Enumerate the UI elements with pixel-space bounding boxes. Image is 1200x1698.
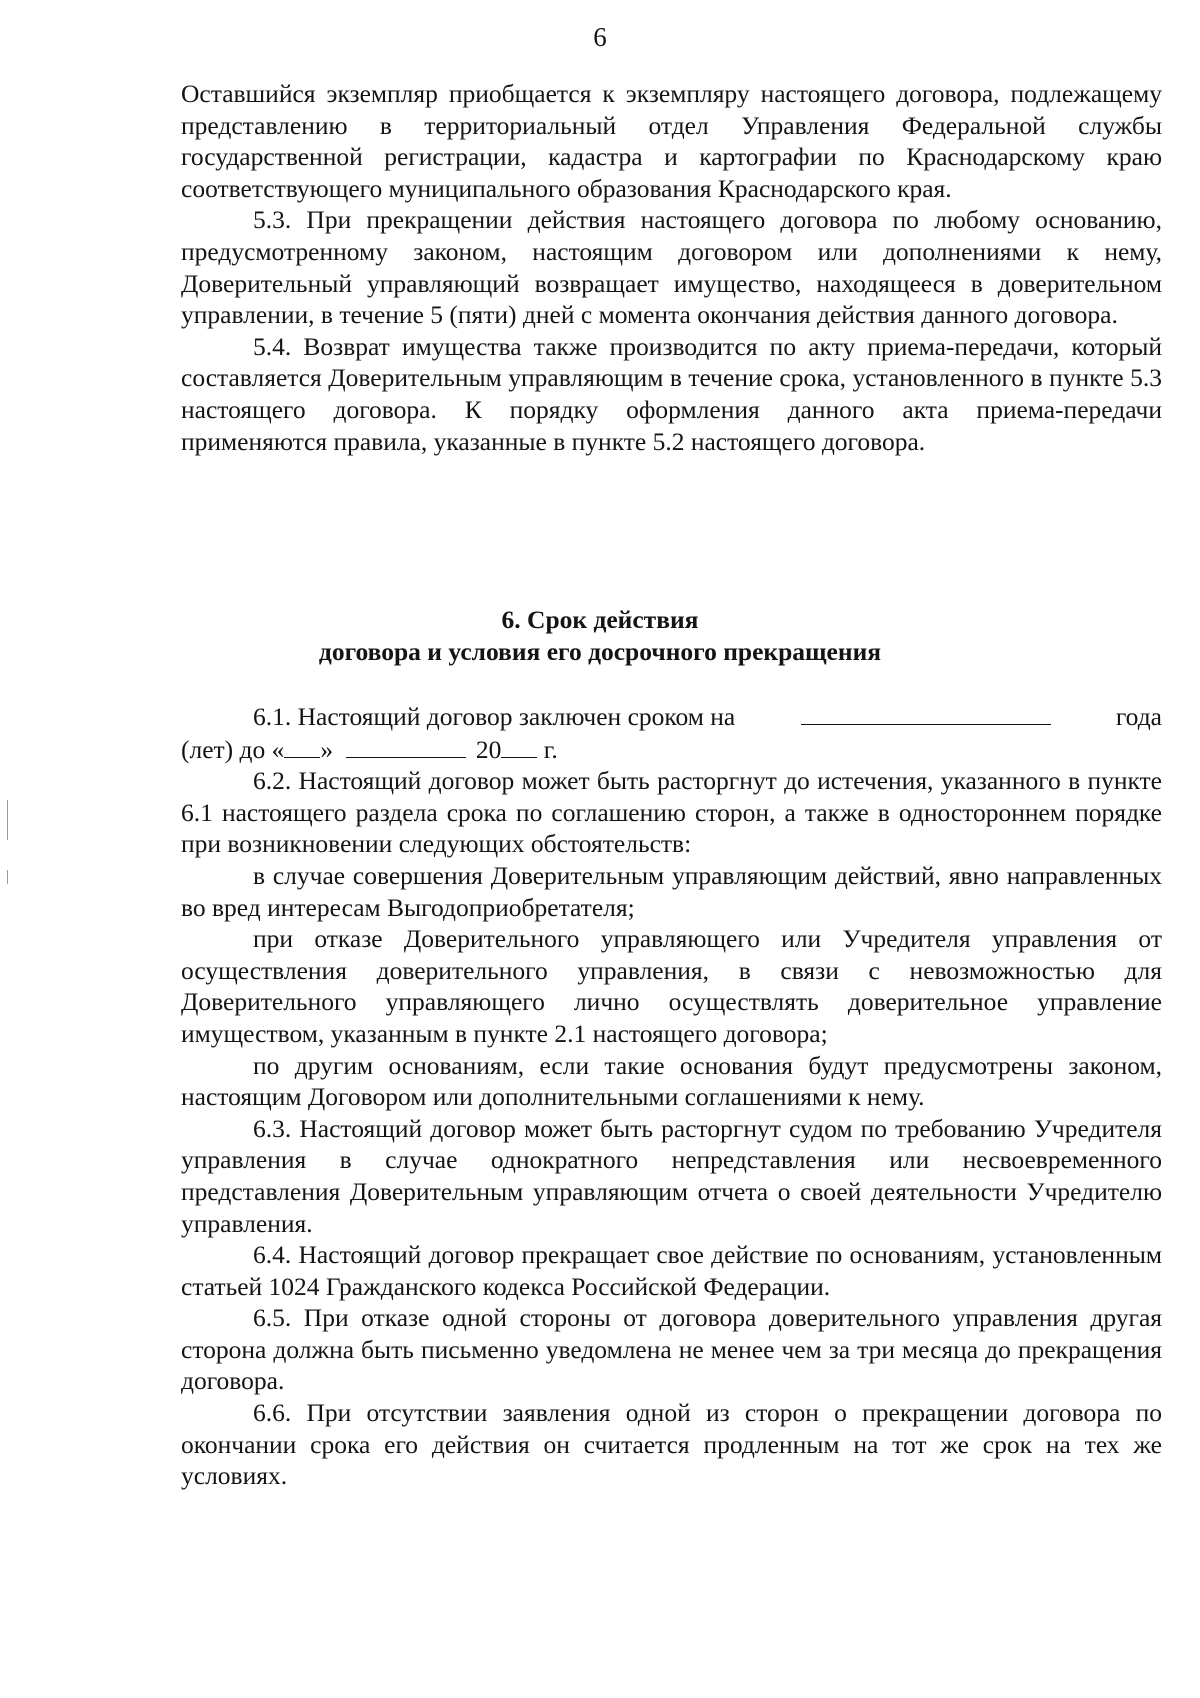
clause-6-1-years: года — [1115, 702, 1162, 731]
paragraph-6-2-case-1: в случае совершения Доверительным управляющим действий, явно направленных во вред интересам Выгодоприобретателя; — [181, 860, 1162, 922]
section-6-text-block — [181, 700, 1162, 1492]
clause-6-1-until: (лет) до « — [181, 734, 285, 764]
page-number: 6 — [593, 22, 607, 52]
paragraph-5-3: 5.3. При прекращении действия настоящего договора по любому основанию, предусмотренному законом, настоящим договором или дополнениями к нему, Доверительный управляющий возвращает имущество, находящееся в доверительном управлении, в течение 5 (пяти) дней с момента окончания действия данного договора. — [181, 205, 1162, 330]
section-heading-line1: 6. Срок действия — [501, 605, 699, 634]
clause-6-1-century: 20 — [475, 734, 502, 764]
clause-6-1-line2 — [181, 733, 1162, 766]
section-heading-line2: договора и условия его досрочного прекращения — [318, 637, 882, 666]
scan-artifact-mark — [7, 800, 8, 840]
day-blank — [284, 733, 320, 758]
clause-6-1-year-abbr: г. — [543, 734, 558, 764]
paragraph-6-3: 6.3. Настоящий договор может быть расторгнут судом по требованию Учредителя управления в случае однократного непредставления или несвоевременного представления Доверительным управляющим отчета о своей деятельности Учредителю управления. — [181, 1113, 1162, 1238]
paragraph-6-2: 6.2. Настоящий договор может быть расторгнут до истечения, указанного в пункте 6.1 настоящего раздела срока по соглашению сторон, а также в одностороннем порядке при возникновении следующих обстоятельств: — [181, 766, 1162, 859]
clause-6-1-quote-close: » — [320, 734, 334, 764]
top-text-block — [181, 78, 1162, 457]
month-blank — [346, 733, 466, 758]
paragraph-6-2-case-2: при отказе Доверительного управляющего или Учредителя управления от осуществления доверительного управления, в связи с невозможностью для Доверительного управляющего лично осуществлять доверительное управление имуществом, указанным в пункте 2.1 настоящего договора; — [181, 924, 1162, 1048]
clause-6-1-line1 — [181, 700, 1162, 733]
paragraph-5-4: 5.4. Возврат имущества также производится по акту приема-передачи, который составляется Доверительным управляющим в течение срока, установленного в пункте 5.3 настоящего договора. К порядку оформления данного акта приема-передачи применяются правила, указанные в пункте 5.2 настоящего договора. — [181, 331, 1162, 456]
paragraph-remaining-copy: Оставшийся экземпляр приобщается к экземпляру настоящего договора, подлежащему представлению в территориальный отдел Управления Федеральной службы государственной регистрации, кадастра и картографии по Краснодарскому краю соответствующего муниципального образования Краснодарского края. — [181, 79, 1162, 203]
term-blank — [801, 700, 1051, 725]
paragraph-6-4: 6.4. Настоящий договор прекращает свое действие по основаниям, установленным статьей 1024 Гражданского кодекса Российской Федерации. — [181, 1240, 1162, 1301]
year-blank — [501, 733, 537, 758]
paragraph-6-5: 6.5. При отказе одной стороны от договора доверительного управления другая сторона должна быть письменно уведомлена не менее чем за три месяца до прекращения договора. — [181, 1303, 1162, 1396]
paragraph-6-6: 6.6. При отсутствии заявления одной из сторон о прекращении договора по окончании срока его действия он считается продленным на тот же срок на тех же условиях. — [181, 1398, 1162, 1491]
paragraph-6-2-case-3: по другим основаниям, если такие основания будут предусмотрены законом, настоящим Договором или дополнительными соглашениями к нему. — [181, 1050, 1162, 1112]
clause-6-1-text: 6.1. Настоящий договор заключен сроком на — [253, 702, 736, 731]
scan-artifact-mark — [7, 870, 8, 884]
